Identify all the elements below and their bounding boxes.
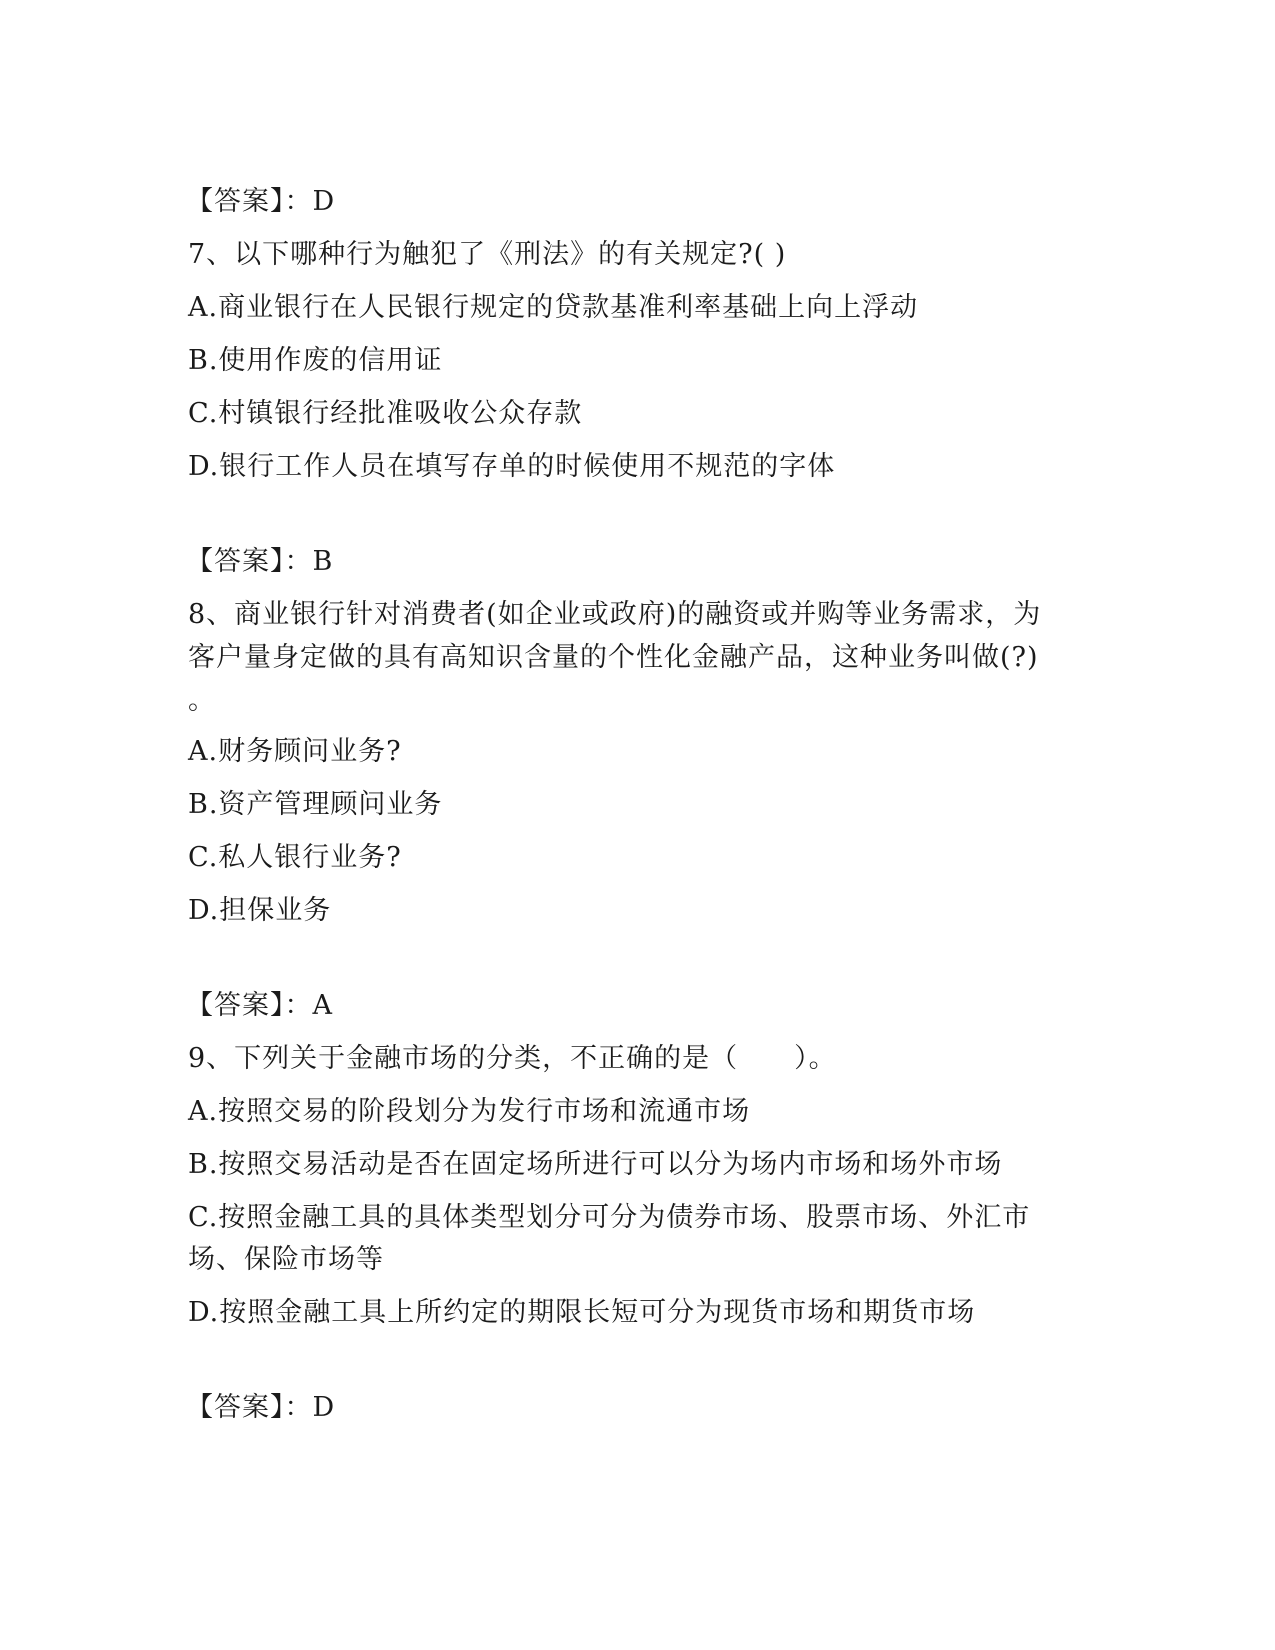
option-7b: B.使用作废的信用证: [188, 345, 443, 376]
question-8-line-1: 8、商业银行针对消费者(如企业或政府)的融资或并购等业务需求，为: [188, 599, 1042, 630]
question-8-line-3: 。: [188, 685, 216, 716]
option-7d: D.银行工作人员在填写存单的时候使用不规范的字体: [188, 451, 836, 482]
question-9: 9、下列关于金融市场的分类，不正确的是（ ）。: [188, 1043, 837, 1074]
option-9a: A.按照交易的阶段划分为发行市场和流通市场: [188, 1096, 751, 1127]
answer-label: 【答案】：D: [186, 186, 336, 217]
question-7: 7、以下哪种行为触犯了《刑法》的有关规定?( ): [188, 239, 787, 270]
option-8b: B.资产管理顾问业务: [188, 789, 443, 820]
option-7c: C.村镇银行经批准吸收公众存款: [188, 398, 583, 429]
option-9d: D.按照金融工具上所约定的期限长短可分为现货市场和期货市场: [188, 1297, 976, 1328]
answer-9: 【答案】：D: [186, 1392, 336, 1423]
option-8c: C.私人银行业务?: [188, 842, 402, 873]
option-8a: A.财务顾问业务?: [188, 736, 402, 767]
answer-7: 【答案】：B: [186, 546, 334, 577]
answer-8: 【答案】：A: [186, 990, 333, 1021]
option-7a: A.商业银行在人民银行规定的贷款基准利率基础上向上浮动: [188, 292, 919, 323]
option-9b: B.按照交易活动是否在固定场所进行可以分为场内市场和场外市场: [188, 1149, 1003, 1180]
option-9c-line-1: C.按照金融工具的具体类型划分可分为债券市场、股票市场、外汇市: [188, 1202, 1031, 1233]
option-9c-line-2: 场、保险市场等: [188, 1244, 384, 1275]
question-8-line-2: 客户量身定做的具有高知识含量的个性化金融产品，这种业务叫做(?): [188, 642, 1039, 673]
option-8d: D.担保业务: [188, 895, 332, 926]
